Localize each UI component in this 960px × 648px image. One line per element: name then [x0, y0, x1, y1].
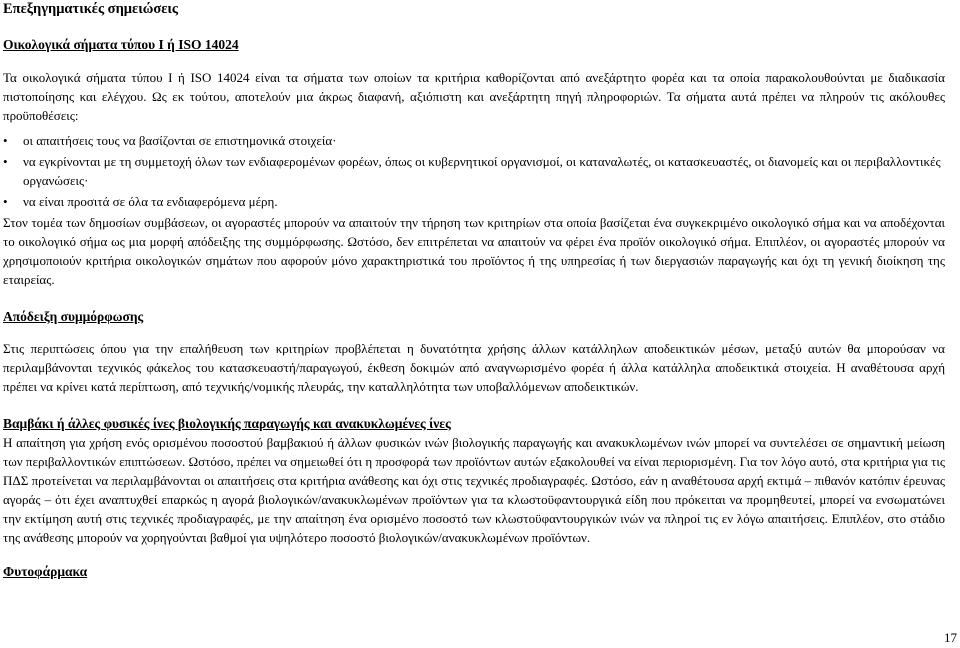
list-item-text: να είναι προσιτά σε όλα τα ενδιαφερόμενα μέρη.	[23, 194, 278, 209]
bullet-icon: •	[3, 154, 8, 169]
list-item-text: να εγκρίνονται με τη συμμετοχή όλων των ενδιαφερομένων φορέων, όπως οι κυβερνητικοί οργανισμοί, οι καταναλωτές, οι κατασκευαστές, οι διανομείς και οι περιβαλλοντικές οργανώσεις·	[23, 154, 941, 188]
conditions-list	[3, 131, 945, 211]
list-item-text: οι απαιτήσεις τους να βασίζονται σε επιστημονικά στοιχεία·	[23, 133, 337, 148]
list-item	[3, 152, 945, 190]
list-item	[3, 131, 945, 150]
page-number: 17	[944, 630, 957, 645]
paragraph-public-procurement: Στον τομέα των δημοσίων συμβάσεων, οι αγοραστές μπορούν να απαιτούν την τήρηση των κριτηρίων στα οποία βασίζεται ένα συγκεκριμένο οικολογικό σήμα και να αποδέχονται το οικολογικό σήμα ως μια μορφή απόδειξης της συμμόρφωσης. Ωστόσο, δεν επιτρέπεται να απαιτούν να φέρει ένα προϊόν οικολογικό σήμα. Επιπλέον, οι αγοραστές μπορούν να χρησιμοποιούν κριτήρια οικολογικών σημάτων που αφορούν μόνο χαρακτηριστικά του προϊόντος ή της υπηρεσίας ή των διεργασιών παραγωγής και όχι τη γενική διοίκηση της εταιρείας.	[3, 215, 945, 287]
section-heading-organic-fibres: Βαμβάκι ή άλλες φυσικές ίνες βιολογικής παραγωγής και ανακυκλωμένες ίνες	[3, 416, 451, 431]
section-heading-proof-of-compliance: Απόδειξη συμμόρφωσης	[3, 309, 144, 324]
paragraph-ecolabels-intro: Τα οικολογικά σήματα τύπου I ή ISO 14024 είναι τα σήματα των οποίων τα κριτήρια καθορίζονται από ανεξάρτητο φορέα και τα οποία παρακολουθούνται με διαδικασία πιστοποίησης και ελέγχου. Ως εκ τούτου, αποτελούν μια άκρως διαφανή, αξιόπιστη και ανεξάρτητη πηγή πληροφοριών. Τα σήματα αυτά πρέπει να πληρούν τις ακόλουθες προϋποθέσεις:	[3, 70, 945, 123]
bullet-icon: •	[3, 133, 8, 148]
list-item	[3, 192, 945, 211]
section-heading-pesticides: Φυτοφάρμακα	[3, 564, 88, 579]
paragraph-organic-fibres: Η απαίτηση για χρήση ενός ορισμένου ποσοστού βαμβακιού ή άλλων φυσικών ινών βιολογικής παραγωγής και ανακυκλωμένων ινών μπορεί να συντελέσει σε σημαντική μείωση των περιβαλλοντικών επιπτώσεων. Ωστόσο, πρέπει να σημειωθεί ότι η προσφορά των προϊόντων αυτών εξακολουθεί να είναι περιορισμένη. Για τον λόγο αυτό, στα κριτήρια για τις ΠΔΣ προτείνεται να περιλαμβάνονται οι απαιτήσεις στα κριτήρια ανάθεσης και όχι στις τεχνικές προδιαγραφές. Ωστόσο, εάν η αναθέτουσα αρχή εκτιμά – πιθανόν κατόπιν έρευνας αγοράς – ότι έχει αναπτυχθεί επαρκώς η αγορά βιολογικών/ανακυκλωμένων προϊόντων για τα κλωστοϋφαντουργικά είδη που πρόκειται να προμηθευτεί, μπορεί να ενσωματώνει την εκτίμηση αυτή στις τεχνικές προδιαγραφές, με την απαίτηση ένα ορισμένο ποσοστό των κλωστοϋφαντουργικών ινών να πληροί τις εν λόγω απαιτήσεις. Επιπλέον, στο στάδιο της ανάθεσης μπορούν να χορηγούνται βαθμοί για υψηλότερο ποσοστό βιολογικών/ανακυκλωμένων προϊόντων.	[3, 435, 945, 545]
page-title: Επεξηγηματικές σημειώσεις	[3, 1, 179, 17]
bullet-icon: •	[3, 194, 8, 209]
document-page	[3, 0, 945, 581]
paragraph-proof-of-compliance: Στις περιπτώσεις όπου για την επαλήθευση των κριτηρίων προβλέπεται η δυνατότητα χρήσης άλλων κατάλληλων αποδεικτικών μέσων, μεταξύ αυτών θα μπορούσαν να περιλαμβάνονται τεχνικός φάκελος του κατασκευαστή/παραγωγού, έκθεση δοκιμών από αναγνωρισμένο φορέα ή άλλα κατάλληλα αποδεικτικά στοιχεία. Η αναθέτουσα αρχή πρέπει να κρίνει κατά περίπτωση, από τεχνικής/νομικής πλευράς, την καταλληλότητα των υποβαλλόμενων αποδεικτικών.	[3, 341, 945, 394]
section-heading-ecolabels: Οικολογικά σήματα τύπου I ή ISO 14024	[3, 37, 239, 52]
